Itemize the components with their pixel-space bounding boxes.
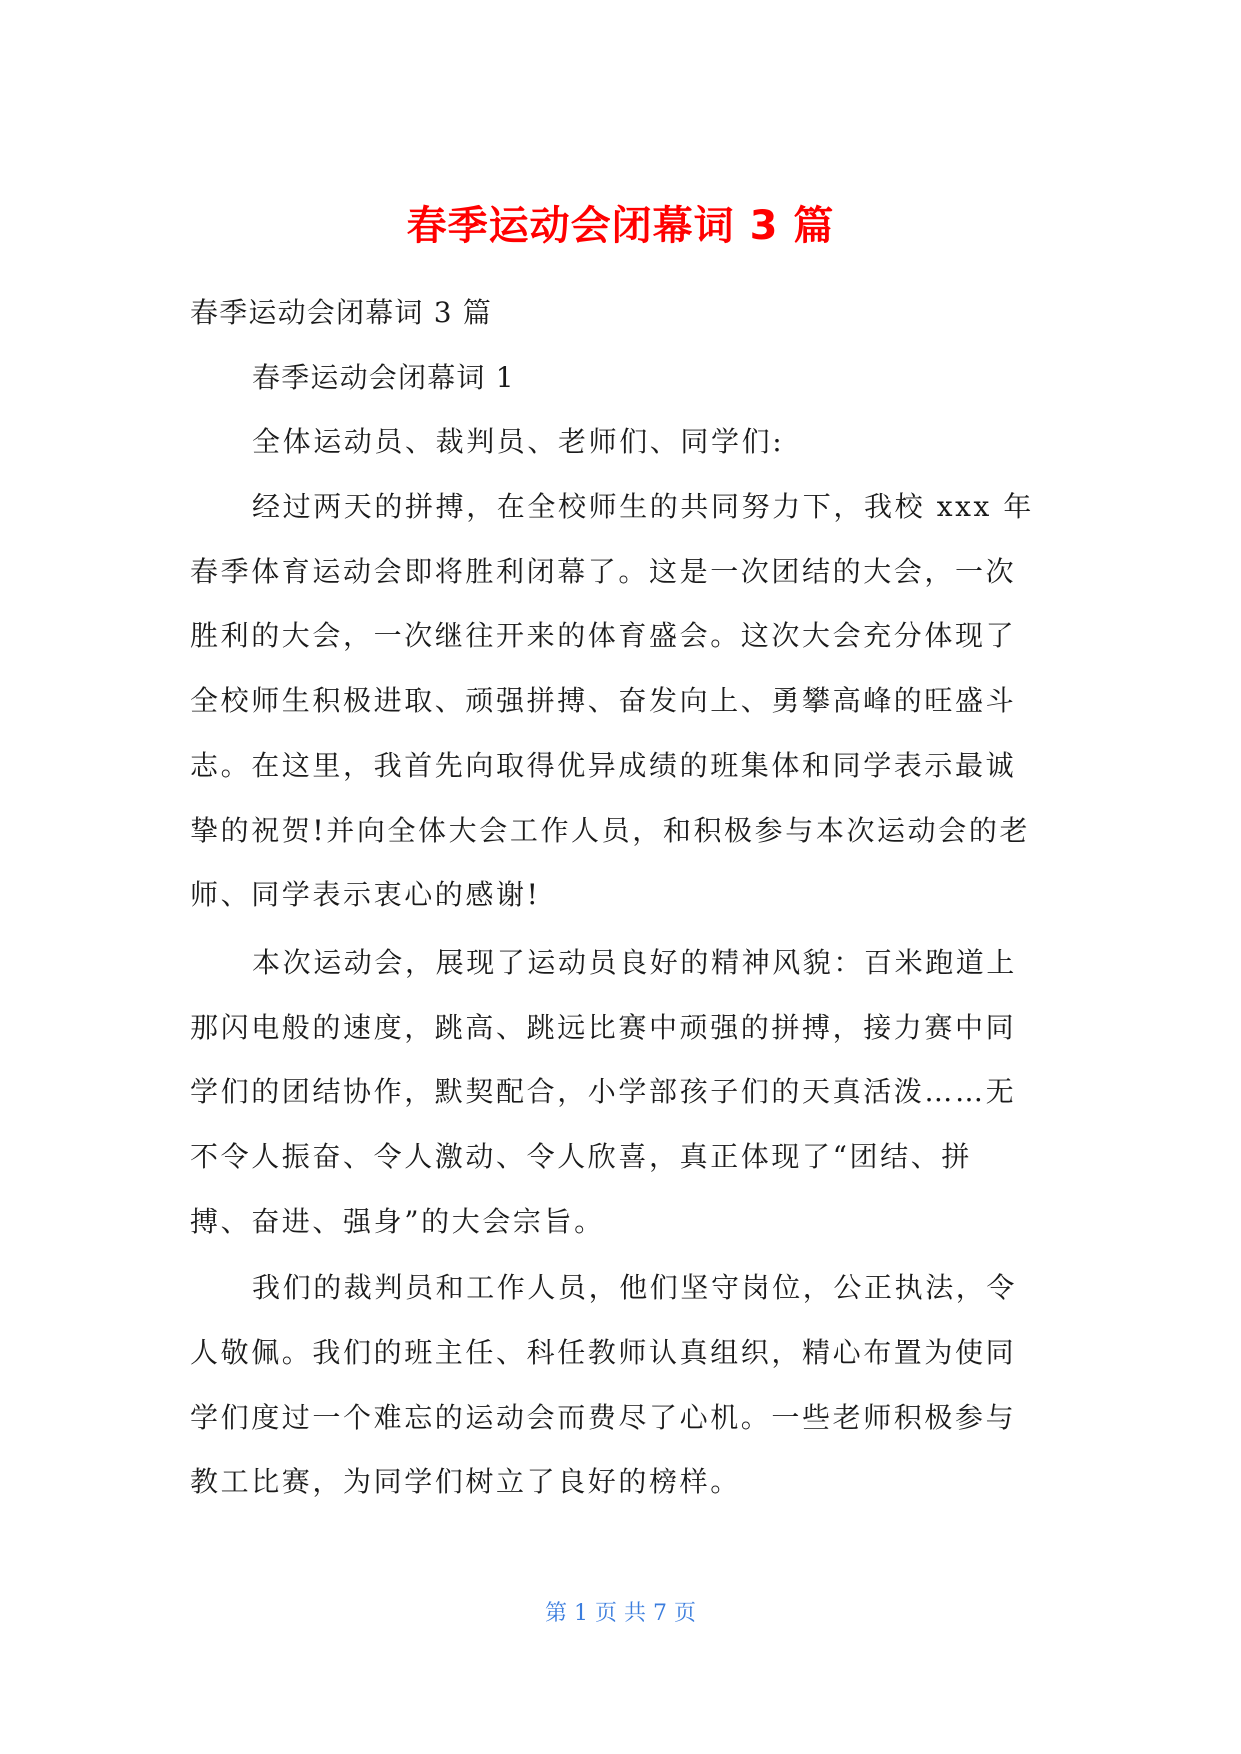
- page-number: 第 1 页 共 7 页: [545, 1601, 696, 1626]
- text-line: 师、同学表示衷心的感谢!: [190, 878, 541, 911]
- text-line: 学们的团结协作，默契配合，小学部孩子们的天真活泼……无: [190, 1075, 1017, 1108]
- text-line: 我们的裁判员和工作人员，他们坚守岗位，公正执法，令: [252, 1271, 1018, 1304]
- text-line: 教工比赛，为同学们树立了良好的榜样。: [190, 1465, 741, 1498]
- text-line: 春季运动会闭幕词 3 篇: [190, 296, 493, 329]
- text-line: 志。在这里，我首先向取得优异成绩的班集体和同学表示最诚: [190, 749, 1017, 782]
- text-line: 学们度过一个难忘的运动会而费尽了心机。一些老师积极参与: [190, 1401, 1017, 1434]
- text-line: 挚的祝贺!并向全体大会工作人员，和积极参与本次运动会的老: [190, 814, 1031, 847]
- text-line: 春季体育运动会即将胜利闭幕了。这是一次团结的大会，一次: [190, 555, 1017, 588]
- text-line: 不令人振奋、令人激动、令人欣喜，真正体现了“团结、拼: [190, 1140, 972, 1173]
- text-line: 全体运动员、裁判员、老师们、同学们:: [252, 425, 785, 458]
- document-title: 春季运动会闭幕词 3 篇: [406, 203, 835, 249]
- text-line: 胜利的大会，一次继往开来的体育盛会。这次大会充分体现了: [190, 619, 1017, 652]
- text-line: 全校师生积极进取、顽强拼搏、奋发向上、勇攀高峰的旺盛斗: [190, 684, 1017, 717]
- text-line: 春季运动会闭幕词 1: [252, 361, 515, 394]
- text-line: 那闪电般的速度，跳高、跳远比赛中顽强的拼搏，接力赛中同: [190, 1011, 1017, 1044]
- text-line: 搏、奋进、强身”的大会宗旨。: [190, 1205, 605, 1238]
- text-line: 本次运动会，展现了运动员良好的精神风貌：百米跑道上: [252, 946, 1018, 979]
- text-line: 经过两天的拼搏，在全校师生的共同努力下，我校 xxx 年: [252, 490, 1034, 523]
- text-line: 人敬佩。我们的班主任、科任教师认真组织，精心布置为使同: [190, 1336, 1017, 1369]
